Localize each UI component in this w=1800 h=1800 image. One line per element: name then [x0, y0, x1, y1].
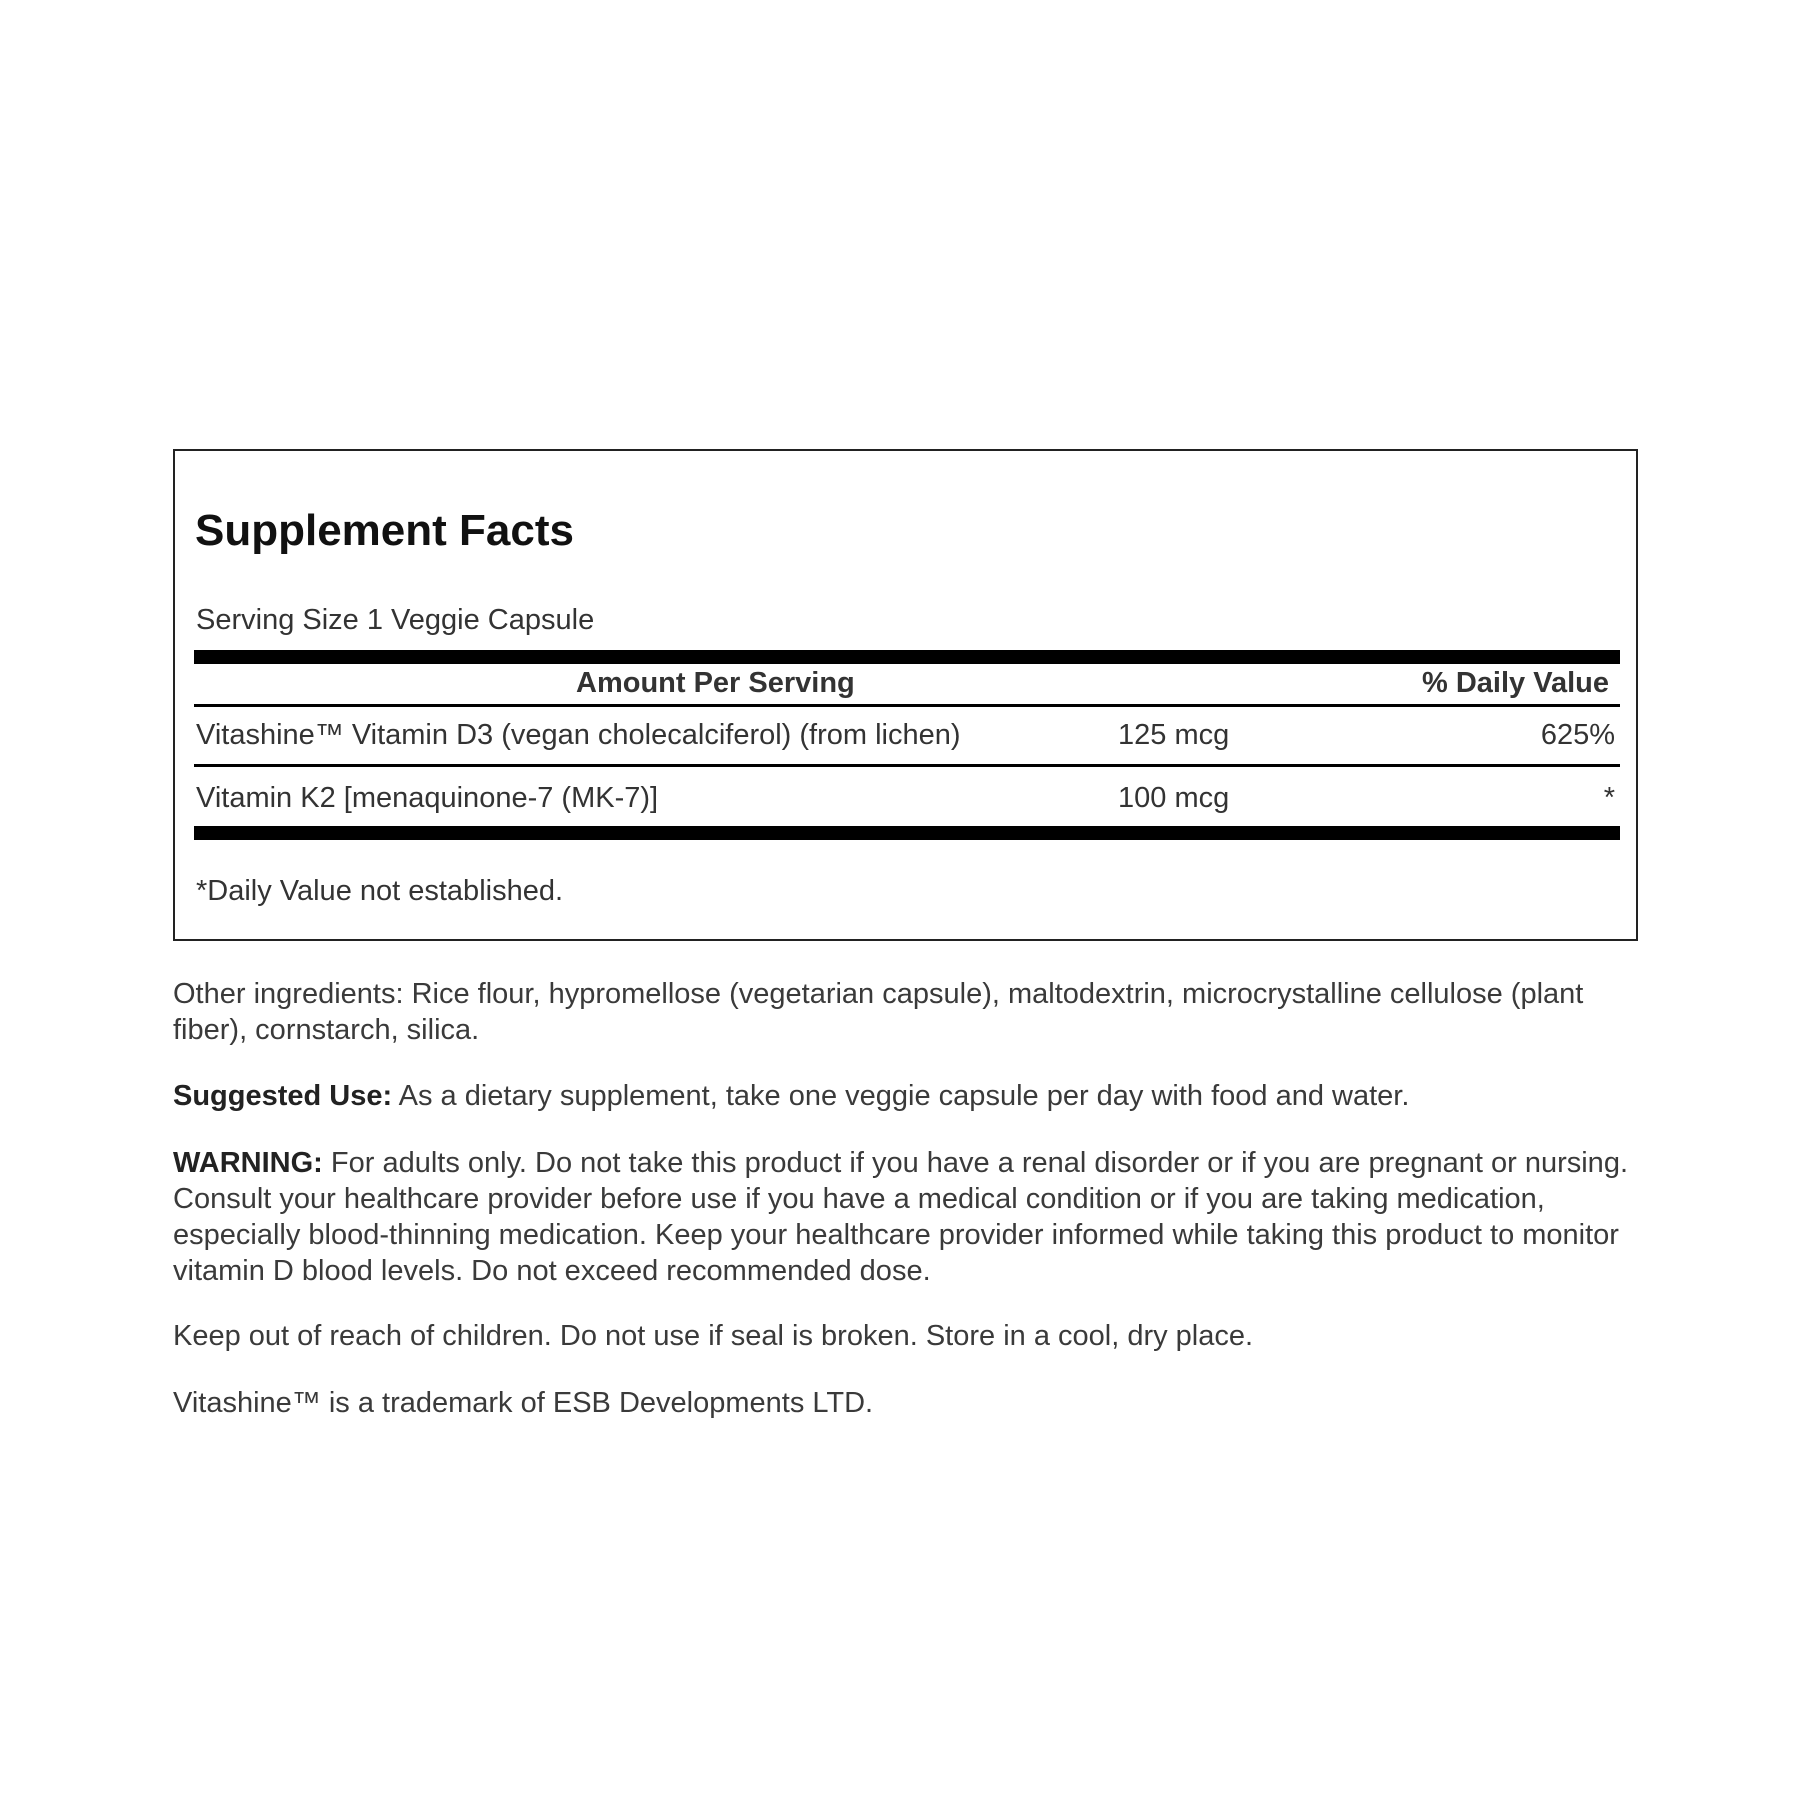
daily-value-footnote: *Daily Value not established. [196, 875, 564, 907]
suggested-use-text: As a dietary supplement, take one veggie capsule per day with food and water. [392, 1080, 1410, 1112]
facts-title: Supplement Facts [195, 506, 574, 555]
row-1-amount: 125 mcg [1118, 719, 1230, 751]
row-2-daily-value: * [1603, 782, 1615, 814]
header-rule [194, 704, 1620, 707]
suggested-use-label: Suggested Use: [173, 1080, 393, 1112]
supplement-facts-panel [173, 449, 1638, 941]
row-2-amount: 100 mcg [1118, 782, 1230, 814]
warning-label: WARNING: [173, 1147, 323, 1179]
storage-note: Keep out of reach of children. Do not use if seal is broken. Store in a cool, dry place. [173, 1320, 1254, 1352]
serving-size: Serving Size 1 Veggie Capsule [196, 604, 595, 636]
row-divider [194, 764, 1620, 767]
amount-per-serving-header: Amount Per Serving [576, 667, 855, 699]
warning [173, 1145, 1643, 1289]
suggested-use [173, 1078, 1643, 1114]
warning-text: For adults only. Do not take this product if you have a renal disorder or if you are pregnant or nursing. Consult your healthcare provider before use if you have a medical condition or if you are taking medication, especially blood-thinning medication. Keep your healthcare provider informed while taking this product to monitor vitamin D blood levels. Do not exceed recommended dose. [173, 1147, 1628, 1287]
other-ingredients: Other ingredients: Rice flour, hypromellose (vegetarian capsule), maltodextrin, microcrystalline cellulose (plant fiber), cornstarch, silica. [173, 978, 1584, 1046]
bottom-thick-rule [194, 826, 1620, 840]
trademark-note: Vitashine™ is a trademark of ESB Developments LTD. [173, 1387, 874, 1419]
row-1-daily-value: 625% [1540, 719, 1615, 751]
top-thick-rule [194, 650, 1620, 664]
row-1-name: Vitashine™ Vitamin D3 (vegan cholecalciferol) (from lichen) [196, 719, 961, 751]
row-2-name: Vitamin K2 [menaquinone-7 (MK-7)] [196, 782, 659, 814]
daily-value-header: % Daily Value [1422, 667, 1609, 699]
